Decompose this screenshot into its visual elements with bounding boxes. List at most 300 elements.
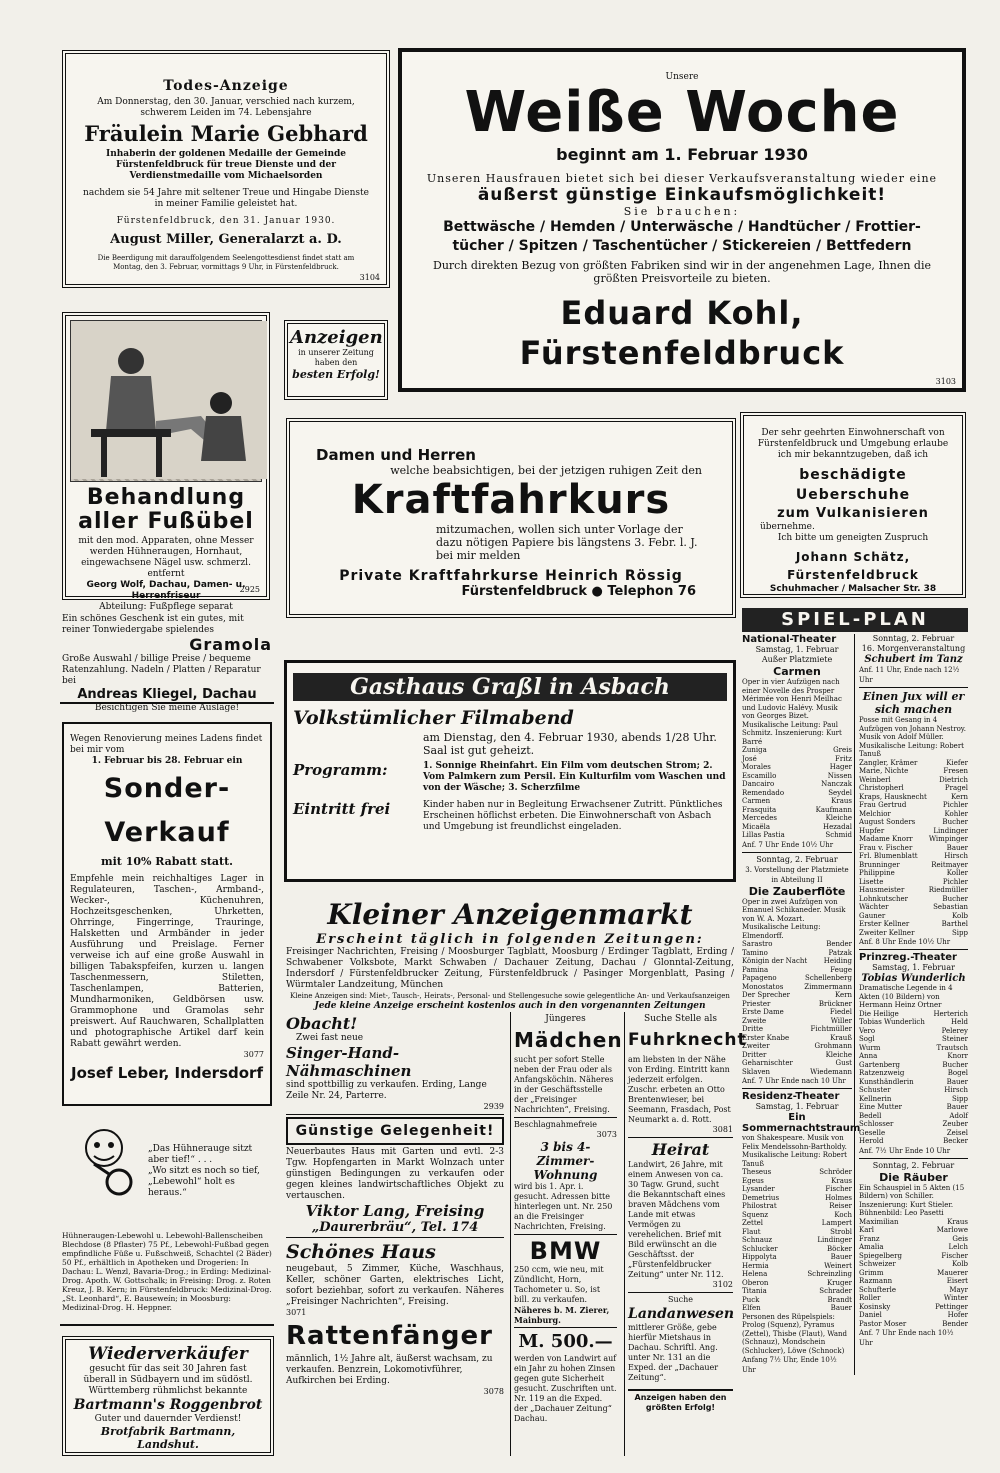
cast-role: Eine Mutter — [859, 1103, 903, 1111]
cast-role: Remendado — [742, 788, 785, 797]
cast-row — [742, 940, 852, 949]
cast-row — [742, 772, 852, 781]
prinz2-date: Sonntag, 2. Februar — [872, 1160, 955, 1170]
nat-play: Carmen — [773, 665, 821, 678]
prinz-cast — [859, 1010, 968, 1146]
cast-actor: Hezadal — [822, 822, 852, 831]
maed-title: Mädchen — [514, 1028, 623, 1052]
foot-treatment-icon — [71, 321, 267, 479]
cast-role: Lysander — [742, 1185, 775, 1193]
obacht-title: Obacht! — [286, 1014, 358, 1033]
grassl-sub: Volkstümlicher Filmabend — [293, 707, 574, 729]
cast-role: August Sonders — [859, 818, 916, 826]
cast-role: Dritte — [742, 1025, 763, 1033]
cast-actor: Bucher — [942, 1060, 968, 1069]
cast-row — [742, 1008, 852, 1017]
cast-row — [859, 920, 968, 929]
cast-role: Königin der Nacht — [742, 957, 808, 965]
kleiner-anzeigenmarkt — [284, 896, 736, 1011]
cast-role: Der Sprecher — [742, 991, 791, 999]
cast-row — [859, 1010, 968, 1019]
cast-row — [742, 1304, 852, 1313]
todes-num: 3104 — [359, 273, 380, 282]
cast-actor: Kern — [834, 991, 852, 999]
erfolg-note: Anzeigen haben den größten Erfolg! — [628, 1389, 733, 1413]
res-desc: von Shakespeare. Musik von Felix Mendelssohn-Bartholdy. Musikalische Leitung: Robert Tanuß — [742, 1134, 847, 1168]
cast-row — [859, 1086, 968, 1095]
gramola-ad — [60, 612, 274, 713]
cast-row — [742, 983, 852, 992]
cast-role: Frau v. Fischer — [859, 843, 913, 852]
anzeigen-l2: in unserer Zeitung — [298, 348, 374, 357]
fuss-text: mit den mod. Apparaten, ohne Messer werden Hühneraugen, Hornhaut, eingewachsene Nägel usw. schmerzl. entfernt — [78, 536, 254, 579]
cast-row — [859, 1120, 968, 1129]
cast-actor: Fischer — [941, 1251, 968, 1260]
cast-row — [859, 1286, 968, 1295]
schaetz-title1: beschädigte Ueberschuhe — [795, 467, 911, 503]
gun-title: Günstige Gelegenheit! — [286, 1117, 504, 1145]
cast-actor: Barthel — [941, 920, 968, 928]
cast-row — [859, 1294, 968, 1303]
cast-role: Erster Kellner — [859, 920, 910, 928]
weisse-num: 3103 — [935, 377, 956, 386]
cast-role: Kraps, Hausknecht — [859, 792, 927, 801]
cast-role: Franz — [859, 1234, 880, 1243]
cast-role: Carmen — [742, 797, 771, 805]
cast-actor: Hirsch — [944, 1086, 968, 1094]
cast-row — [742, 746, 852, 755]
wieder-title: Wiederverkäufer — [88, 1344, 248, 1364]
cast-role: Pastor Moser — [859, 1319, 907, 1328]
nat-cast — [742, 746, 852, 840]
cast-actor: Marlowe — [936, 1226, 968, 1234]
cast-actor: Kleiche — [825, 814, 852, 822]
kleiner-small: Kleine Anzeigen sind: Miet-, Tausch-, Heirats-, Personal- und Stellengesuche sowie gelegentliche An- und Verkaufsanzeigen — [290, 992, 730, 1000]
cast-actor: Zeisel — [946, 1128, 968, 1137]
cast-actor: Pelerey — [941, 1026, 968, 1035]
cast-role: Zangler, Krämer — [859, 758, 918, 767]
cast-role: Geselle — [859, 1128, 886, 1137]
nat2-sub: 3. Vorstellung der Platzmiete in Abteilung II — [745, 865, 849, 884]
cast-row — [742, 957, 852, 966]
cast-actor: Bucher — [942, 818, 968, 826]
cast-role: Theseus — [742, 1168, 772, 1176]
cast-role: Hupfer — [859, 826, 885, 835]
nat-desc: Oper in vier Aufzügen nach einer Novelle des Prosper Mérimée von Henri Meilhac und Ludovic Halévy. Musik von Georges Bizet. Musikalische Leitung: Paul Schmitz. Inszenierung: Kurt Barré — [742, 678, 842, 746]
wieder-brand: Bartmann's Roggenbrot — [73, 1397, 263, 1413]
cast-actor: Wiedemann — [810, 1067, 852, 1076]
cast-actor: Weinert — [824, 1261, 852, 1270]
cast-actor: Fichtmüller — [810, 1025, 852, 1033]
weisse-sub: beginnt am 1. Februar 1930 — [556, 145, 808, 164]
cast-role: Wurm — [859, 1043, 881, 1052]
besch: Beschlagnahmefreie — [514, 1120, 598, 1129]
wieder-l2: Guter und dauernder Verdienst! — [94, 1414, 242, 1424]
cast-row — [742, 966, 852, 975]
cast-row — [859, 1018, 968, 1027]
cast-row — [742, 1245, 852, 1254]
gramola-firm: Andreas Kliegel, Dachau — [77, 687, 257, 702]
weisse-items2: tücher / Spitzen / Taschentücher / Stickereien / Bettfedern — [452, 238, 912, 254]
cast-row — [742, 763, 852, 772]
cast-role: Helena — [742, 1270, 768, 1278]
sonderverkauf-ad — [62, 722, 272, 1106]
cast-actor: Hofer — [947, 1311, 968, 1319]
cast-role: Christopherl — [859, 784, 904, 792]
cast-role: Frasquita — [742, 805, 777, 814]
schaetz-text: Der sehr geehrten Einwohnerschaft von Fürstenfeldbruck und Umgebung erlaube ich mir bekanntzugeben, daß ich — [757, 428, 949, 460]
land-title: Landanwesen — [628, 1306, 735, 1322]
kleiner-note: Jede kleine Anzeige erscheint kostenlos auch in den vorgenannten Zeitungen — [314, 1001, 706, 1011]
heirat-num: 3102 — [712, 1280, 733, 1289]
cast-role: Anna — [859, 1052, 878, 1060]
cast-actor: Becker — [943, 1137, 968, 1145]
sonn2-time: Anf. 8 Uhr Ende 10½ Uhr — [859, 938, 951, 946]
cast-row — [742, 1228, 852, 1237]
cast-actor: Bender — [826, 940, 852, 948]
cast-row — [859, 869, 968, 878]
res-cast — [742, 1168, 852, 1313]
cast-actor: Greis — [833, 746, 852, 754]
cast-row — [742, 1059, 852, 1068]
cast-actor: Kolb — [952, 1260, 968, 1268]
cast-role: Geharnischter — [742, 1059, 793, 1067]
cast-actor: Adolf — [949, 1111, 968, 1120]
cast-row — [742, 1034, 852, 1043]
cast-actor: Schreinzling — [807, 1270, 852, 1278]
cast-actor: Steiner — [942, 1035, 968, 1043]
cast-actor: Pragel — [944, 784, 968, 792]
cast-role: Mercedes — [742, 814, 777, 822]
cast-row — [742, 823, 852, 832]
cast-role: Marie, Nichte — [859, 767, 909, 775]
cast-role: Sarastro — [742, 940, 773, 948]
spielplan — [742, 608, 968, 1458]
gramola-brand: Gramola — [189, 635, 272, 654]
fuhr-pre: Suche Stelle als — [644, 1014, 717, 1024]
cast-role: Flaut — [742, 1227, 761, 1236]
cast-role: Hausmeister — [859, 886, 905, 894]
fuss-firm: Georg Wolf, Dachau, Damen- u. Herrenfriseur — [86, 580, 246, 601]
prinz-title: Prinzreg.-Theater — [859, 952, 957, 963]
schoen-title: Schönes Haus — [286, 1241, 436, 1263]
prinz-date: Samstag, 1. Februar — [872, 963, 955, 972]
cast-role: Zweite — [742, 1016, 767, 1025]
nat2-time: Anf. 7 Uhr Ende nach 10 Uhr — [742, 1077, 846, 1085]
cast-row — [742, 1185, 852, 1194]
cast-row — [859, 861, 968, 870]
cast-actor: Kleiche — [825, 1050, 852, 1059]
cast-actor: Fresen — [943, 767, 968, 775]
cast-role: Erster Knabe — [742, 1033, 790, 1042]
cast-role: Schufterle — [859, 1285, 897, 1294]
res-title: Residenz-Theater — [742, 1091, 840, 1102]
cast-actor: Kraus — [831, 797, 852, 805]
cast-row — [742, 806, 852, 815]
cast-role: Philippine — [859, 869, 895, 877]
cast-role: Amalia — [859, 1243, 884, 1251]
grassl-prog: 1. Sonnige Rheinfahrt. Ein Film vom deutschen Strom; 2. Vom Palmkern zum Persil. Ein Kulturfilm vom Waschen und von der Wäsche; 3. Scherzfilme — [423, 761, 726, 793]
sonder-l1: Wegen Renovierung meines Ladens findet bei mir vom — [70, 734, 263, 755]
cast-role: Brunninger — [859, 860, 900, 869]
kraft-head: Damen und Herren — [316, 446, 476, 464]
cast-actor: Koller — [946, 869, 968, 877]
nat-time: Anf. 7 Uhr Ende 10½ Uhr — [742, 840, 834, 849]
cast-row — [742, 1168, 852, 1177]
cast-row — [859, 818, 968, 827]
preis-title: M. 500.— — [518, 1331, 613, 1352]
cast-role: Die Heilige — [859, 1009, 899, 1018]
kraft-firm: Private Kraftfahrkurse Heinrich Rössig — [339, 568, 683, 584]
cast-role: Lillas Pastia — [742, 831, 785, 839]
obacht-text: sind spottbillig zu verkaufen. Erding, Lange Zeile Nr. 24, Parterre. — [286, 1080, 487, 1101]
cast-actor: Böcker — [826, 1244, 852, 1253]
sonn-play: Schubert im Tanz — [864, 654, 963, 665]
cast-actor: Mauerer — [937, 1268, 968, 1277]
cast-role: Priester — [742, 999, 771, 1008]
cast-actor: Sipp — [952, 928, 968, 937]
cast-row — [742, 1262, 852, 1271]
prinz2-cast — [859, 1218, 968, 1329]
cast-actor: Willer — [830, 1016, 852, 1025]
kleiner-papers: Freisinger Nachrichten, Freising / Moosburger Tagblatt, Moosburg / Erdinger Tagblatt, Erding / Schwabener Volksbote, Markt Schwaben / Dachauer Zeitung, Dachau / Glonntal-Zeitung, Indersdorf / Fürstenfeldbrucker Zeitung, Fürstenfeldbruck / Pasinger Morgenblatt, Pasing / Würmtaler Landzeitung, München — [286, 947, 734, 990]
land-pre: Suche — [668, 1295, 693, 1304]
obacht-l1: Zwei fast neue — [296, 1033, 364, 1043]
cast-role: Sklaven — [742, 1067, 771, 1076]
cast-actor: Pichler — [942, 801, 968, 809]
sonder-firm: Josef Leber, Indersdorf — [71, 1064, 263, 1082]
cast-role: Squenz — [742, 1210, 769, 1219]
cast-row — [742, 1279, 852, 1288]
cast-row — [742, 789, 852, 798]
cast-actor: Mayr — [949, 1285, 968, 1294]
kleiner-title: Kleiner Anzeigenmarkt — [327, 898, 693, 931]
schaetz-firm: Johann Schätz, Fürstenfeldbruck — [787, 550, 919, 582]
cast-row — [859, 895, 968, 904]
gun-addr: „Daurerbräu“, Tel. 174 — [311, 1220, 479, 1235]
weisse-woche-ad — [398, 48, 966, 392]
cast-actor: Holmes — [825, 1193, 852, 1202]
cast-actor: Trautsch — [936, 1043, 968, 1052]
huehner-speech3: „Lebewohl“ holt es heraus.“ — [148, 1177, 235, 1198]
cast-actor: Held — [951, 1018, 968, 1026]
fuhr-num: 3081 — [712, 1125, 733, 1134]
cast-actor: Bauer — [830, 1253, 852, 1261]
cast-row — [742, 1253, 852, 1262]
cast-row — [859, 1260, 968, 1269]
todes-heading: Todes-Anzeige — [163, 78, 289, 94]
cast-row — [742, 1287, 852, 1296]
nat-date: Samstag, 1. Februar — [755, 645, 839, 654]
cast-role: Schlucker — [742, 1244, 778, 1253]
cast-row — [859, 1303, 968, 1312]
bmw-addr: Näheres b. M. Zierer, Mainburg. — [514, 1305, 610, 1325]
cast-role: Hermia — [742, 1261, 769, 1270]
sonn-date: Sonntag, 2. Februar — [872, 634, 955, 643]
cast-row — [859, 1044, 968, 1053]
spielplan-title: SPIEL-PLAN — [742, 608, 968, 632]
small-ads-col2 — [510, 1012, 623, 1456]
cast-row — [859, 1269, 968, 1278]
cast-role: Herold — [859, 1137, 884, 1145]
cast-role: Papageno — [742, 974, 777, 982]
cast-actor: Feuge — [830, 965, 852, 974]
cast-role: Wächter — [859, 903, 889, 911]
cast-role: Philostrat — [742, 1202, 777, 1210]
ratten-title: Rattenfänger — [286, 1321, 493, 1351]
cast-row — [859, 1112, 968, 1121]
cast-role: Zweiter — [742, 1042, 770, 1050]
cast-role: Weinberl — [859, 775, 891, 784]
zimmer-title: 3 bis 4-Zimmer-Wohnung — [533, 1140, 598, 1182]
grassl-date: am Dienstag, den 4. Februar 1930, abends 1/28 Uhr. Saal ist gut geheizt. — [423, 731, 717, 757]
cast-row — [742, 974, 852, 983]
cast-row — [859, 1069, 968, 1078]
cast-row — [859, 878, 968, 887]
sonder-num: 3077 — [243, 1050, 264, 1059]
cast-row — [742, 1194, 852, 1203]
kraft-title: Kraftfahrkurs — [351, 477, 671, 523]
prinz-time: Anf. 7½ Uhr Ende 10 Uhr — [859, 1146, 951, 1155]
preis-text: werden von Landwirt auf ein Jahr zu hohen Zinsen gegen gute Sicherheit gesucht. Zuschriften unt. Nr. 119 an die Exped. der „Dachauer Zeitung“ Dachau. — [514, 1354, 617, 1423]
besch-num: 3073 — [596, 1130, 617, 1139]
prinz-play: Tobias Wunderlich — [861, 973, 966, 984]
cast-actor: Schmid — [825, 831, 852, 839]
cast-row — [742, 949, 852, 958]
cast-row — [742, 1017, 852, 1026]
grassl-note: Kinder haben nur in Begleitung Erwachsener Zutritt. Pünktliches Erscheinen höflichst erbeten. Die Einwohnerschaft von Asbach und Umgebung ist freundlichst eingeladen. — [423, 800, 723, 832]
cast-actor: Lelch — [948, 1243, 968, 1251]
obacht-big: Singer-Hand-Nähmaschinen — [286, 1044, 412, 1080]
cast-row — [859, 1129, 968, 1138]
gramola-l2: Große Auswahl / billige Preise / bequeme Ratenzahlung. Nadeln / Platten / Reparatur bei — [62, 654, 261, 686]
cast-row — [742, 797, 852, 806]
wieder-firm: Brotfabrik Bartmann, Landshut. — [100, 1425, 236, 1451]
sonder-text: Empfehle mein reichhaltiges Lager in Regulateuren, Taschen-, Armband-, Wecker-, Küchenuhren, Hochzeitsgeschenken, Uhrketten, Ohrringe, Fingerringe, Trauringe, Halsketten und Armbänder in jeder Ausführung und Preislage. Ferner verweise ich auf eine große Auswahl in billigen Tabakspfeifen, kurzen u. langen Taschenmessern, Stiletten, Taschenlampen, Batterien, Mundharmoniken, Geldbörsen usw. Grammophone und Gramolas sehr preiswert. Auf Rauchwaren, Schallplatten und photographische Artikel darf kein Rabatt gewährt werden. — [70, 874, 264, 1049]
cast-row — [859, 1061, 968, 1070]
todes-signer: August Miller, Generalarzt a. D. — [110, 232, 342, 247]
cast-actor: Grohmann — [814, 1042, 852, 1050]
cast-role: Monostatos — [742, 982, 784, 991]
small-ads-col1 — [284, 1012, 506, 1456]
todes-desc: Inhaberin der goldenen Medaille der Gemeinde Fürstenfeldbruck für treue Dienste und der Verdienstmedaille vom Michaelsorden — [105, 149, 347, 181]
cast-actor: Strobl — [830, 1227, 852, 1236]
maed-text: sucht per sofort Stelle neben der Frau oder als Anfangsköchin. Näheres in der Geschäftsstelle der „Freisinger Nachrichten“, Freising. — [514, 1055, 614, 1114]
cast-actor: Herterich — [933, 1009, 968, 1018]
cast-actor: Brandt — [827, 1295, 852, 1304]
cast-row — [742, 1051, 852, 1060]
spielplan-left — [742, 634, 861, 1375]
cast-row — [859, 784, 968, 793]
cast-row — [859, 1137, 968, 1146]
todes-name: Fräulein Marie Gebhard — [84, 121, 368, 146]
cast-role: Zweiter Kellner — [859, 928, 915, 937]
cast-row — [859, 1243, 968, 1252]
fuhr-title: Fuhrknecht — [628, 1030, 747, 1050]
cast-actor: Koch — [834, 1210, 852, 1219]
cast-actor: Fritz — [835, 754, 852, 763]
cast-actor: Heiding — [823, 957, 852, 965]
cast-row — [859, 835, 968, 844]
sonn-time: Anf. 11 Uhr, Ende nach 12½ Uhr — [859, 666, 960, 684]
prinz-desc: Dramatische Legende in 4 Akten (10 Bildern) von Hermann Heinz Ortner — [859, 984, 953, 1009]
cast-actor: Zimmermann — [804, 982, 852, 991]
fuss-num: 2925 — [239, 585, 260, 594]
weisse-pre: Unsere — [665, 72, 699, 82]
cast-row — [859, 1311, 968, 1320]
cast-role: Ratzenzweig — [859, 1069, 905, 1077]
cast-actor: Sipp — [952, 1094, 968, 1103]
cast-row — [742, 831, 852, 840]
sonn2-play: Einen Jux will er sich machen — [862, 690, 965, 716]
cast-actor: Riedmüller — [928, 886, 968, 894]
cast-actor: Bender — [942, 1319, 968, 1328]
cast-row — [742, 1042, 852, 1051]
cast-row — [742, 1270, 852, 1279]
gun-text: Neuerbautes Haus mit Garten und evtl. 2-3 Tgw. Hopfengarten in Markt Wolnzach unter günstigen Bedingungen zu verkaufen oder gegen kleines landwirtschaftliches Objekt zu vertauschen. — [286, 1147, 504, 1201]
cast-role: Frl. Blumenblatt — [859, 852, 918, 860]
sonn-sub: 16. Morgenveranstaltung — [861, 644, 966, 653]
fuhr-text: am liebsten in der Nähe von Erding. Eintritt kann jederzeit erfolgen. Zuschr. erbeten an Otto Brentenwieser, bei Seemann, Frasdach, Post Neumarkt a. d. Rott. — [628, 1055, 731, 1124]
cast-role: Gartenberg — [859, 1060, 901, 1069]
cast-role: Puck — [742, 1295, 760, 1304]
anzeigen-l4: besten Erfolg! — [292, 368, 380, 381]
cast-role: Gauner — [859, 911, 886, 920]
cast-actor: Seydel — [828, 788, 852, 797]
prinz2-play: Die Räuber — [879, 1170, 948, 1184]
fuss-dept: Abteilung: Fußpflege separat — [99, 602, 233, 612]
wiederverkaeufer-ad — [62, 1336, 274, 1456]
sonder-dates: 1. Februar bis 28. Februar ein — [91, 756, 243, 766]
todes-line1: Am Donnerstag, den 30. Januar, verschied nach kurzem, schwerem Leiden im 74. Lebensjahre — [97, 97, 355, 118]
cast-row — [859, 1078, 968, 1087]
cast-actor: Reitmayer — [931, 860, 968, 869]
cast-role: Morales — [742, 763, 771, 771]
cast-actor: Bauer — [946, 1103, 968, 1111]
bmw-title: BMW — [529, 1237, 602, 1265]
weisse-title: Weiße Woche — [464, 80, 900, 145]
cast-row — [859, 1226, 968, 1235]
cast-row — [742, 1236, 852, 1245]
cast-role: Titania — [742, 1287, 767, 1295]
gun-firm: Viktor Lang, Freising — [305, 1202, 485, 1220]
cast-row — [859, 1320, 968, 1329]
cast-actor: Kraus — [947, 1217, 968, 1226]
cast-row — [859, 1095, 968, 1104]
cast-row — [859, 852, 968, 861]
prinz2-desc: Ein Schauspiel in 5 Akten (15 Bildern) von Schiller. Inszenierung: Kurt Stieler. Bühnenbild: Leo Pasetti — [859, 1183, 965, 1217]
res-play: Ein Sommernachtstraum — [742, 1112, 861, 1134]
nat2-cast — [742, 940, 852, 1076]
cast-actor: Hager — [829, 763, 852, 771]
todes-funeral: Die Beerdigung mit darauffolgendem Seelengottesdienst findet statt am Montag, den 3. Februar, vormittags 9 Uhr, in Fürstenfeldbruck. — [97, 254, 355, 271]
land-text: mittlerer Größe, gebe hierfür Mietshaus in Dachau. Schriftl. Ang. unter Nr. 131 an die Exped. der „Dachauer Zeitung“. — [628, 1323, 719, 1382]
weisse-line3: Sie brauchen: — [623, 205, 741, 218]
todes-place: Fürstenfeldbruck, den 31. Januar 1930. — [116, 216, 336, 226]
cast-role: Grimm — [859, 1268, 884, 1277]
cast-role: Demetrius — [742, 1193, 780, 1202]
sonn2-cast — [859, 759, 968, 938]
small-ads-col3 — [624, 1012, 747, 1456]
cast-actor: Bauer — [946, 1077, 968, 1086]
cast-role: Zettel — [742, 1219, 764, 1227]
cast-actor: Bauer — [830, 1304, 852, 1312]
sonn2-desc: Posse mit Gesang in 4 Aufzügen von Johann Nestroy. Musik von Adolf Müller. Musikalische Leitung: Robert Tanuß — [859, 716, 967, 758]
kraft-addr: Fürstenfeldbruck ● Telephon 76 — [461, 584, 696, 599]
cast-row — [742, 1296, 852, 1305]
cast-actor: Nissen — [827, 771, 852, 780]
foot-treatment-illustration — [70, 320, 262, 482]
